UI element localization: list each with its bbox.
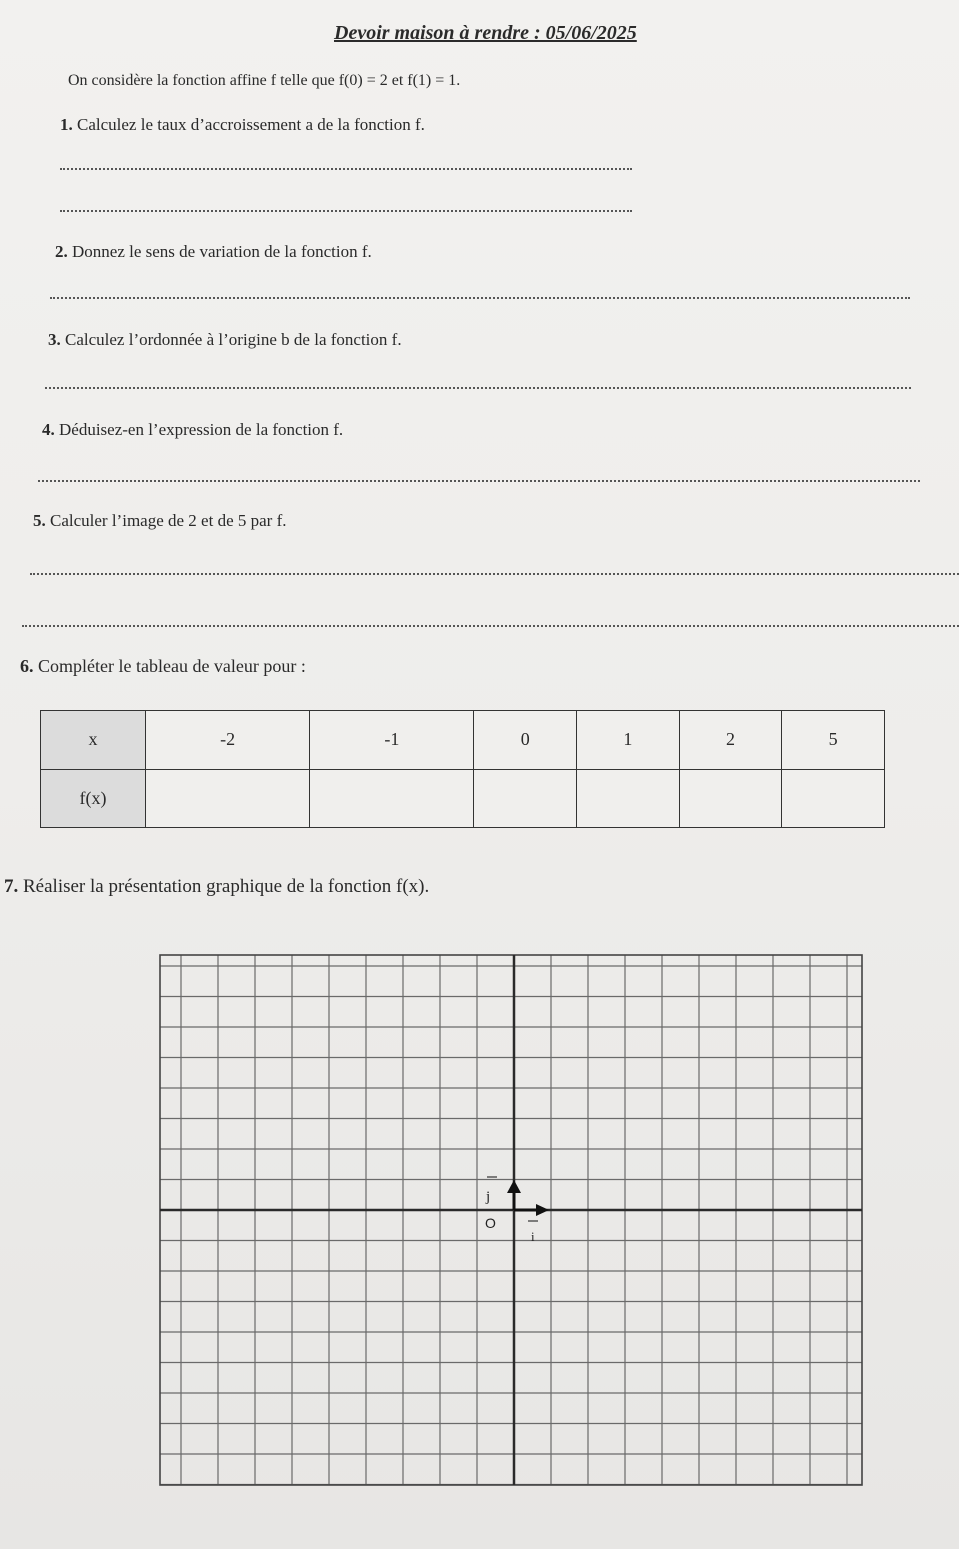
table-x-cell: 5 (782, 711, 885, 770)
table-x-cell: 0 (474, 711, 577, 770)
table-x-cell: 1 (577, 711, 680, 770)
page-title: Devoir maison à rendre : 05/06/2025 (334, 22, 637, 44)
table-header-x: x (41, 711, 146, 770)
intro-text: On considère la fonction affine f telle que f(0) = 2 et f(1) = 1. (68, 72, 461, 89)
question-5-number: 5. (33, 511, 46, 530)
question-7-text: Réaliser la présentation graphique de la fonction f(x). (23, 876, 430, 897)
question-1-text: Calculez le taux d’accroissement a de la fonction f. (77, 115, 425, 134)
question-1-number: 1. (60, 115, 73, 134)
question-5-text: Calculer l’image de 2 et de 5 par f. (50, 511, 287, 530)
grid-frame (160, 955, 862, 1485)
grid-lines (160, 955, 862, 1485)
question-3-text: Calculez l’ordonnée à l’origine b de la fonction f. (65, 330, 402, 349)
question-2-number: 2. (55, 242, 68, 261)
i-label: i (531, 1229, 535, 1244)
question-4-text: Déduisez-en l’expression de la fonction f. (59, 420, 344, 439)
question-6-text: Compléter le tableau de valeur pour : (38, 656, 306, 676)
table-x-cell: -1 (310, 711, 474, 770)
origin-label: O (485, 1215, 496, 1231)
i-arrow-icon (536, 1204, 549, 1216)
question-7-number: 7. (4, 876, 19, 897)
question-3-number: 3. (48, 330, 61, 349)
table-header-fx: f(x) (41, 769, 146, 828)
question-4-number: 4. (42, 420, 55, 439)
j-arrow-icon (507, 1180, 521, 1193)
table-x-cell: -2 (146, 711, 310, 770)
table-x-cell: 2 (679, 711, 782, 770)
question-6-number: 6. (20, 656, 34, 676)
question-2-text: Donnez le sens de variation de la fonction f. (72, 242, 372, 261)
j-label: j (486, 1189, 491, 1205)
